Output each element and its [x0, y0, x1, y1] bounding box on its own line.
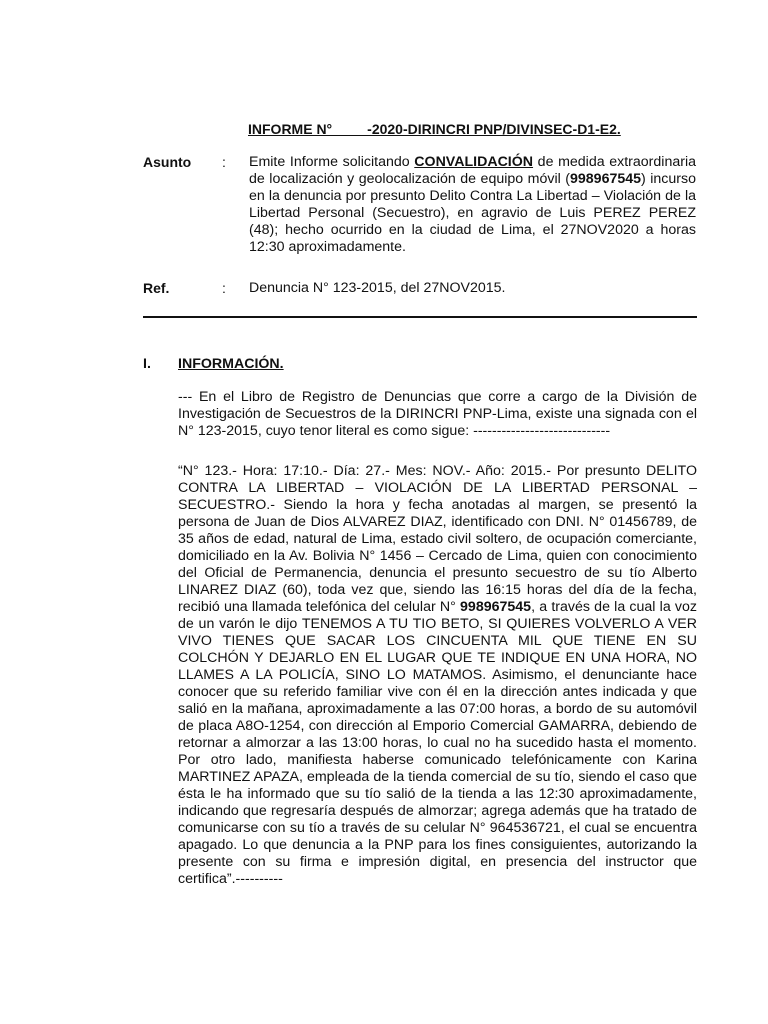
convalidacion-emphasis: CONVALIDACIÓN: [414, 154, 534, 170]
report-title: INFORME N° -2020-DIRINCRI PNP/DIVINSEC-D1-E2.: [248, 121, 621, 137]
asunto-phone-number: 998967545: [570, 171, 642, 187]
asunto-colon: :: [222, 154, 226, 170]
complaint-text-before: “N° 123.- Hora: 17:10.- Día: 27.- Mes: NOV.- Año: 2015.- Por presunto DELITO CONTRA LA LIBERTAD – VIOLACIÓN DE LA LIBERTAD PERSONAL – SECUESTRO.- Siendo la hora y fecha anotadas al margen, se presentó la persona de Juan de Dios ALVAREZ DIAZ, identificado con DNI. N° 01456789, de 35 años de edad, natural de Lima, estado civil soltero, de ocupación comerciante, domiciliado en la Av. Bolivia N° 1456 – Cercado de Lima, quien con conocimiento del Oficial de Permanencia, denuncia el presunto secuestro de su tío Alberto LINAREZ DIAZ (60), toda vez que, siendo las 16:15 horas del día de la fecha, recibió una llamada telefónica del celular N°: [178, 463, 697, 615]
intro-paragraph: --- En el Libro de Registro de Denuncias que corre a cargo de la División de Investigación de Secuestros de la DIRINCRI PNP-Lima, existe una signada con el N° 123-2015, cuyo tenor literal es como sigue: -----------------------------: [178, 389, 697, 439]
asunto-label: Asunto: [143, 154, 192, 170]
asunto-text-before: Emite Informe solicitando: [249, 154, 415, 170]
header-divider: [143, 316, 697, 318]
ref-colon: :: [222, 280, 226, 296]
complaint-phone-number: 998967545: [460, 599, 532, 615]
section-number: I.: [143, 356, 151, 372]
ref-label: Ref.: [143, 280, 170, 296]
asunto-text-mid: de medida extraordinaria de localización y geolocalización de equipo móvil (: [249, 154, 696, 187]
asunto-text-after: ) incurso en la denuncia por presunto Delito Contra La Libertad – Violación de la Libertad Personal (Secuestro), en agravio de Luis PEREZ PEREZ (48); hecho ocurrido en la ciudad de Lima, el 27NOV2020 a horas 12:30 aproximadamente.: [249, 171, 696, 255]
section-title: INFORMACIÓN.: [178, 356, 284, 372]
asunto-text: [249, 154, 696, 256]
complaint-paragraph: [178, 463, 697, 888]
ref-text: Denuncia N° 123-2015, del 27NOV2015.: [249, 280, 506, 296]
complaint-text-after: , a través de la cual la voz de un varón le dijo TENEMOS A TU TIO BETO, SI QUIERES VOLVERLO A VER VIVO TIENES QUE SACAR LOS CINCUENTA MIL QUE TIENE EN SU COLCHÓN Y DEJARLO EN EL LUGAR QUE TE INDIQUE EN UNA HORA, NO LLAMES A LA POLICÍA, SINO LO MATAMOS. Asimismo, el denunciante hace conocer que su referido familiar vive con él en la dirección antes indicada y que salió en la mañana, aproximadamente a las 07:00 horas, a bordo de su automóvil de placa A8O-1254, con dirección al Emporio Comercial GAMARRA, debiendo de retornar a almorzar a las 13:00 horas, lo cual no ha sucedido hasta el momento. Por otro lado, manifiesta haberse comunicado telefónicamente con Karina MARTINEZ APAZA, empleada de la tienda comercial de su tío, siendo el caso que ésta le ha informado que su tío salió de la tienda a las 12:30 aproximadamente, indicando que regresaría después de almorzar; agrega además que ha tratado de comunicarse con su tío a través de su celular N° 964536721, el cual se encuentra apagado. Lo que denuncia a la PNP para los fines consiguientes, autorizando la presente con su firma e impresión digital, en presencia del instructor que certifica”.----------: [178, 599, 698, 887]
